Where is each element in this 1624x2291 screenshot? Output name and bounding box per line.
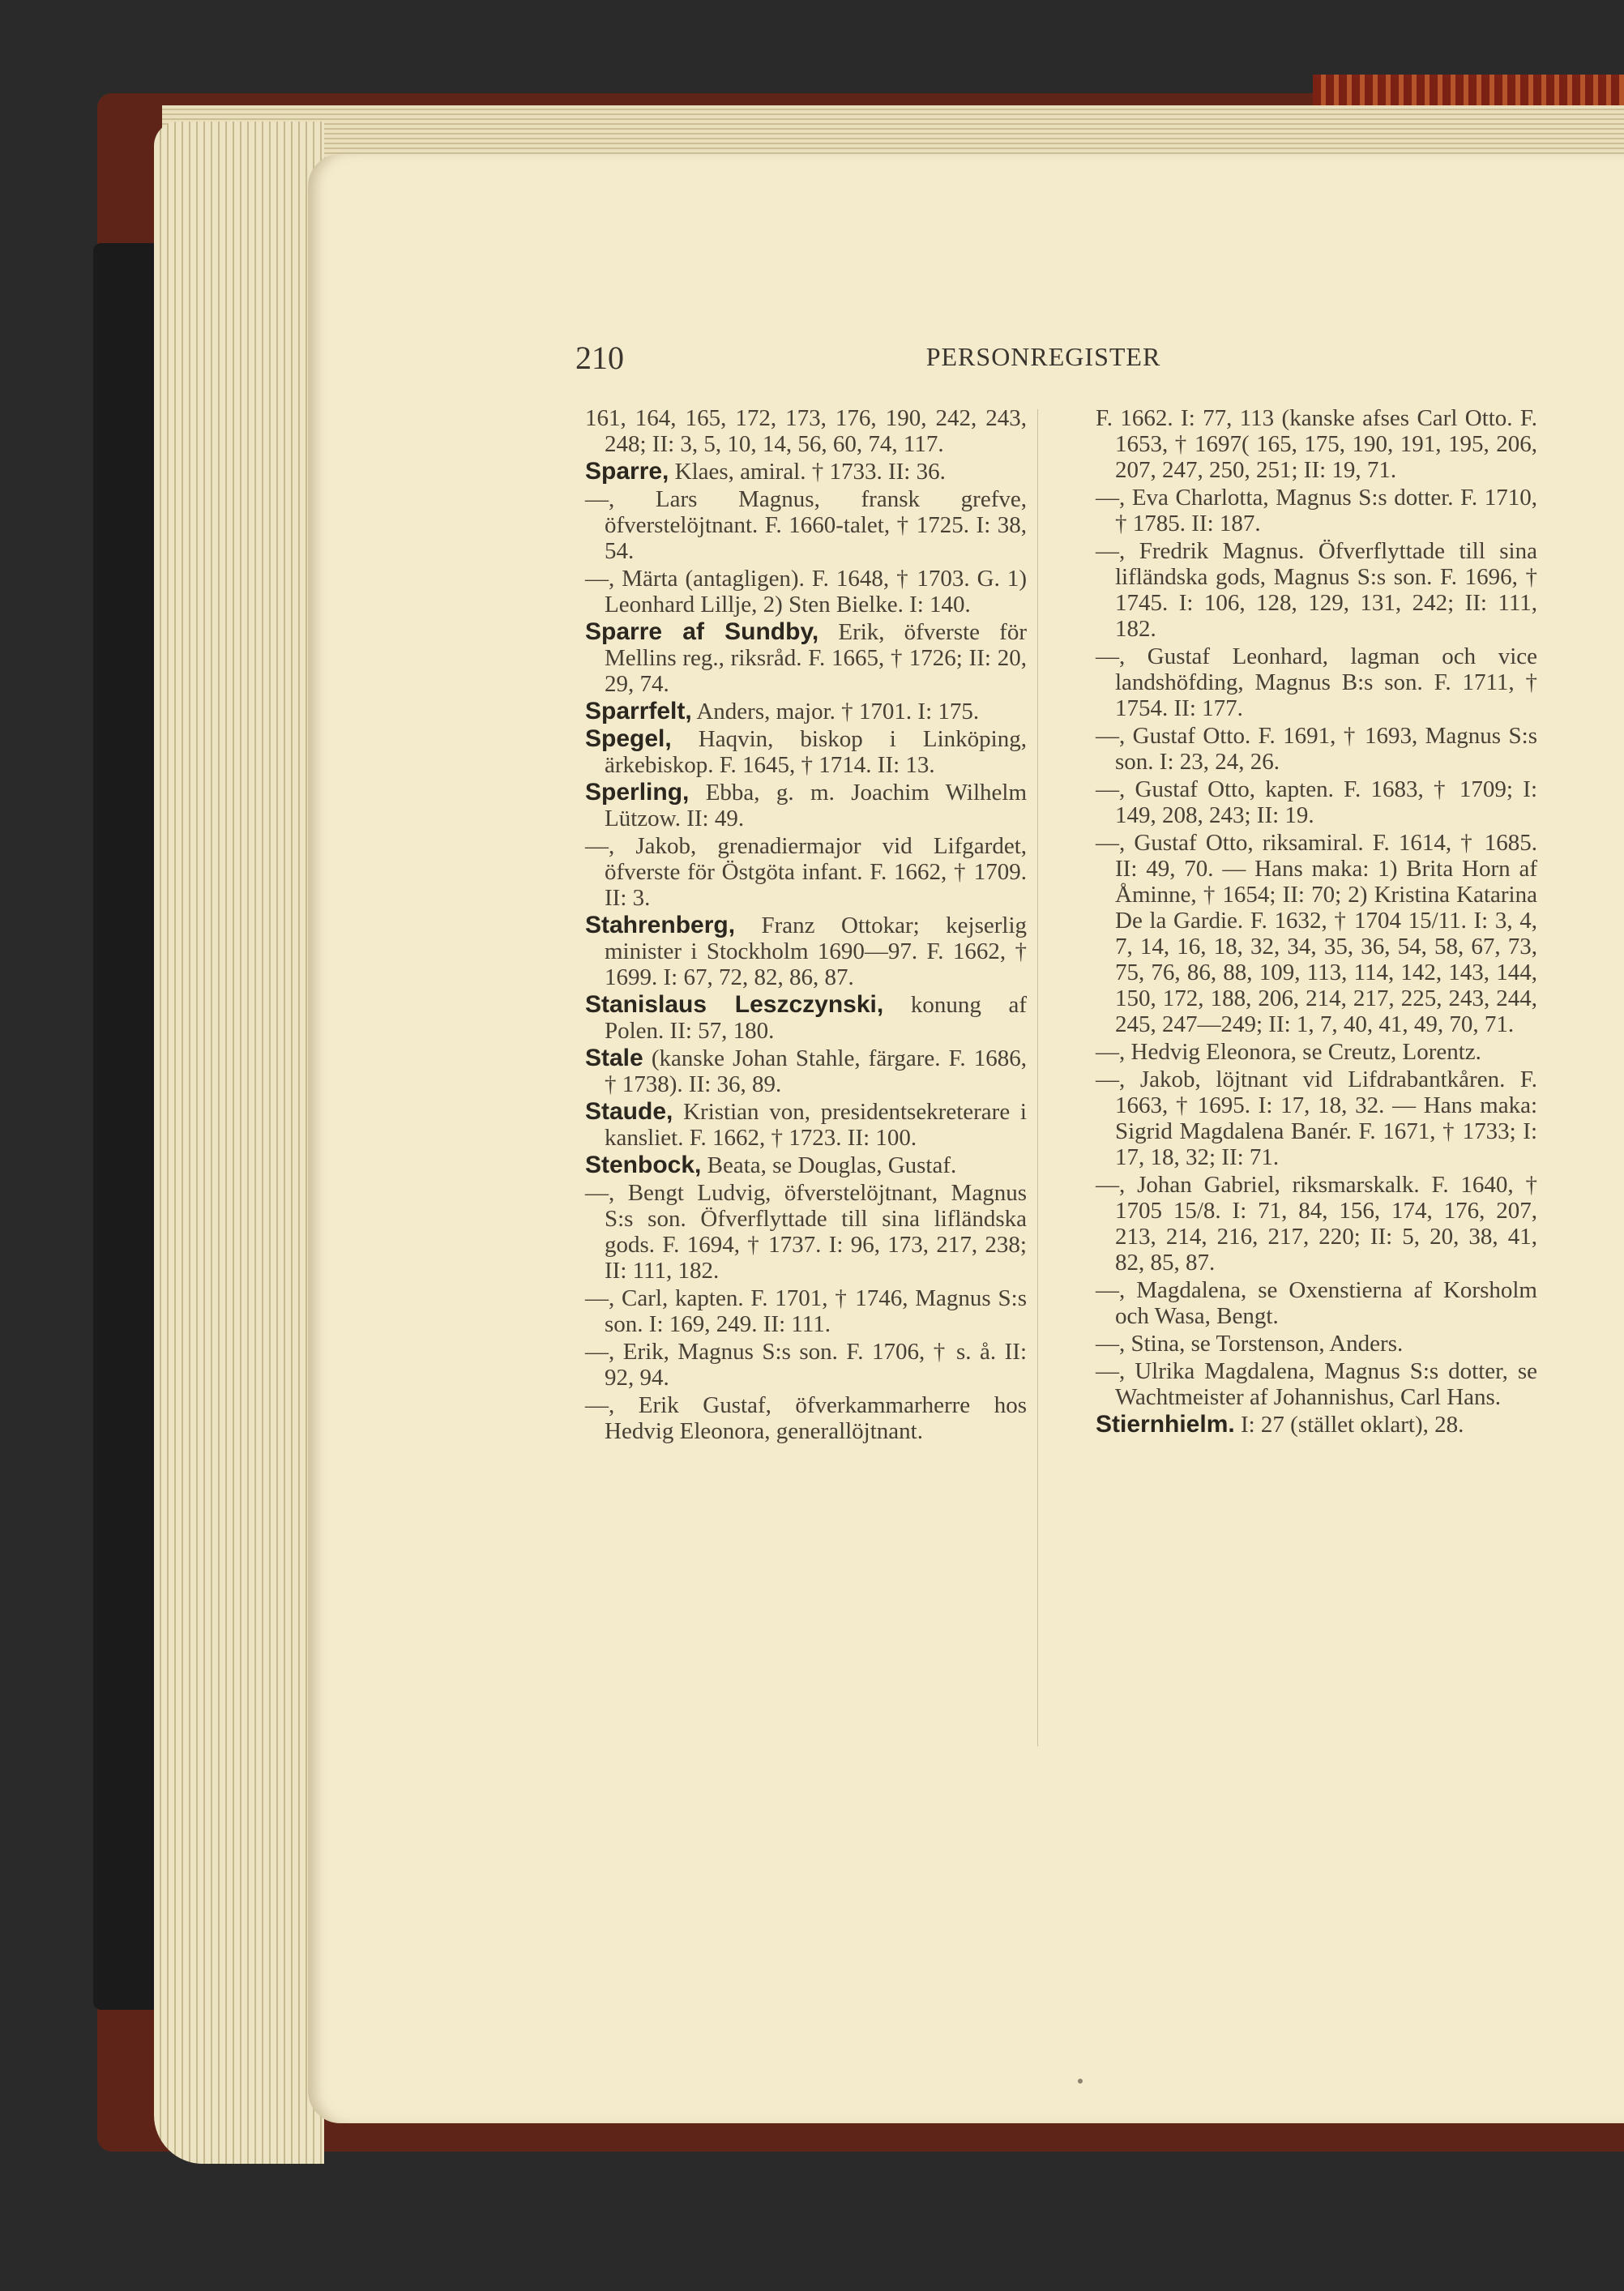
entry-text: Haqvin, biskop i Linköping, ärkebiskop. F. 1645, † 1714. II: 13. — [605, 726, 1027, 778]
book-edge-ornament — [1313, 75, 1624, 107]
register-entry — [585, 992, 1027, 1044]
register-entry — [585, 1152, 1027, 1178]
register-entry — [1096, 776, 1537, 828]
ink-speck — [1078, 2079, 1083, 2084]
register-entry — [585, 486, 1027, 564]
entry-text: —, Lars Magnus, fransk grefve, öfverstelöjtnant. F. 1660-talet, † 1725. I: 38, 54. — [585, 486, 1027, 564]
entry-text: F. 1662. I: 77, 113 (kanske afses Carl Otto. F. 1653, † 1697( 165, 175, 190, 191, 195, 206, 207, 247, 250, 251; II: 19, 71. — [1096, 405, 1537, 483]
entry-text: —, Märta (antagligen). F. 1648, † 1703. G. 1) Leonhard Lillje, 2) Sten Bielke. I: 140. — [585, 566, 1027, 618]
entry-text: —, Gustaf Otto. F. 1691, † 1693, Magnus S:s son. I: 23, 24, 26. — [1096, 723, 1537, 775]
register-entry — [585, 780, 1027, 831]
entry-text: konung af Polen. II: 57, 180. — [605, 992, 1027, 1044]
register-entry — [585, 619, 1027, 697]
register-entry — [1096, 723, 1537, 775]
register-entry — [1096, 1172, 1537, 1276]
entry-text: (kanske Johan Stahle, färgare. F. 1686, † 1738). II: 36, 89. — [605, 1045, 1027, 1097]
entry-text: —, Bengt Ludvig, öfverstelöjtnant, Magnus S:s son. Öfverflyttade till sina lifländska gods. F. 1694, † 1737. I: 96, 173, 217, 238; II: 111, 182. — [585, 1180, 1027, 1284]
register-entry — [585, 913, 1027, 990]
entry-text: —, Ulrika Magdalena, Magnus S:s dotter, se Wachtmeister af Johannishus, Carl Hans. — [1096, 1358, 1537, 1410]
entry-text: —, Stina, se Torstenson, Anders. — [1096, 1331, 1404, 1357]
entry-text: —, Gustaf Leonhard, lagman och vice landshöfding, Magnus B:s son. F. 1711, † 1754. II: 177. — [1096, 643, 1537, 721]
page-block-left — [154, 122, 324, 2164]
entry-surname: Stiernhielm. — [1096, 1411, 1235, 1438]
register-entry — [585, 566, 1027, 618]
register-entry — [1096, 1331, 1537, 1357]
entry-text: —, Erik, Magnus S:s son. F. 1706, † s. å. II: 92, 94. — [585, 1339, 1027, 1391]
entry-text: —, Eva Charlotta, Magnus S:s dotter. F. 1710, † 1785. II: 187. — [1096, 485, 1537, 536]
register-entry — [585, 699, 1027, 724]
register-entry — [585, 405, 1027, 457]
entry-surname: Stale — [585, 1045, 643, 1071]
entry-text: 161, 164, 165, 172, 173, 176, 190, 242, 243, 248; II: 3, 5, 10, 14, 56, 60, 74, 117. — [585, 405, 1027, 457]
entry-text: —, Jakob, grenadiermajor vid Lifgardet, öfverste för Östgöta infant. F. 1662, † 1709. II: 3. — [585, 833, 1027, 911]
register-entry — [585, 726, 1027, 778]
entry-text: Franz Ottokar; kejserlig minister i Stockholm 1690—97. F. 1662, † 1699. I: 67, 72, 82, 86, 87. — [605, 913, 1027, 990]
entry-text: Ebba, g. m. Joachim Wilhelm Lützow. II: 49. — [605, 780, 1027, 831]
entry-surname: Sparre af Sundby, — [585, 618, 819, 645]
running-title: PERSONREGISTER — [925, 342, 1161, 371]
register-entry — [585, 459, 1027, 485]
entry-text: —, Hedvig Eleonora, se Creutz, Lorentz. — [1096, 1039, 1481, 1065]
register-entry — [1096, 1412, 1537, 1438]
entry-text: —, Gustaf Otto, kapten. F. 1683, † 1709; I: 149, 208, 243; II: 19. — [1096, 776, 1537, 828]
entry-text: Erik, öfverste för Mellins reg., riksråd. F. 1665, † 1726; II: 20, 29, 74. — [605, 619, 1027, 697]
right-column — [1096, 405, 1537, 1439]
entry-text: Beata, se Douglas, Gustaf. — [701, 1152, 957, 1178]
entry-text: Anders, major. † 1701. I: 175. — [691, 699, 980, 724]
register-entry — [585, 1099, 1027, 1151]
entry-surname: Stanislaus Leszczynski, — [585, 991, 884, 1018]
register-entry — [1096, 643, 1537, 721]
register-entry — [585, 833, 1027, 911]
entry-text: Kristian von, presidentsekreterare i kansliet. F. 1662, † 1723. II: 100. — [605, 1099, 1027, 1151]
entry-text: —, Gustaf Otto, riksamiral. F. 1614, † 1685. II: 49, 70. — Hans maka: 1) Brita Horn af Åminne, † 1654; II: 70; 2) Kristina Katarina De la Gardie. F. 1632, † 1704 15/11. I: 3, 4, 7, 14, 16, 18, 32, 34, 35, 36, 54, 58, 67, 73, 75, 76, 86, 88, 109, 113, 114, 142, 143, 144, 150, 172, 188, 206, 214, 217, 225, 243, 244, 245, 247—249; II: 1, 7, 40, 41, 49, 70, 71. — [1096, 830, 1537, 1037]
entry-surname: Spegel, — [585, 725, 672, 752]
book-spine-band — [93, 243, 162, 2010]
column-divider — [1037, 409, 1038, 1746]
register-entry — [1096, 1066, 1537, 1170]
register-entry — [585, 1180, 1027, 1284]
left-column — [585, 405, 1027, 1446]
entry-surname: Sparre, — [585, 458, 669, 485]
entry-text: —, Magdalena, se Oxenstierna af Korsholm och Wasa, Bengt. — [1096, 1277, 1537, 1329]
entry-text: —, Erik Gustaf, öfverkammarherre hos Hedvig Eleonora, generallöjtnant. — [585, 1392, 1027, 1444]
register-entry — [585, 1339, 1027, 1391]
entry-text: —, Johan Gabriel, riksmarskalk. F. 1640, † 1705 15/8. I: 71, 84, 156, 174, 176, 207, 213, 214, 216, 217, 220; II: 5, 20, 38, 41, 82, 85, 87. — [1096, 1172, 1537, 1276]
entry-text: —, Jakob, löjtnant vid Lifdrabantkåren. F. 1663, † 1695. I: 17, 18, 32. — Hans maka: Sigrid Magdalena Banér. F. 1671, † 1733; I: 17, 18, 32; II: 71. — [1096, 1066, 1537, 1170]
register-entry — [1096, 830, 1537, 1037]
entry-text: —, Fredrik Magnus. Öfverflyttade till sina lifländska gods, Magnus S:s son. F. 1696, † 1745. I: 106, 128, 129, 131, 242; II: 111, 182. — [1096, 538, 1537, 642]
register-entry — [1096, 1358, 1537, 1410]
register-entry — [585, 1285, 1027, 1337]
register-entry — [1096, 538, 1537, 642]
page-number: 210 — [575, 340, 624, 376]
register-entry — [1096, 405, 1537, 483]
page-header — [575, 339, 1511, 379]
register-entry — [585, 1392, 1027, 1444]
register-entry — [1096, 1277, 1537, 1329]
entry-text: Klaes, amiral. † 1733. II: 36. — [669, 459, 946, 485]
register-entry — [585, 1045, 1027, 1097]
entry-text: I: 27 (stället oklart), 28. — [1234, 1412, 1464, 1438]
entry-surname: Stahrenberg, — [585, 912, 736, 938]
register-entry — [1096, 1039, 1537, 1065]
entry-surname: Stenbock, — [585, 1152, 702, 1178]
entry-text: —, Carl, kapten. F. 1701, † 1746, Magnus S:s son. I: 169, 249. II: 111. — [585, 1285, 1027, 1337]
register-entry — [1096, 485, 1537, 536]
entry-surname: Sperling, — [585, 779, 690, 806]
entry-surname: Staude, — [585, 1098, 673, 1125]
entry-surname: Sparrfelt, — [585, 698, 692, 724]
